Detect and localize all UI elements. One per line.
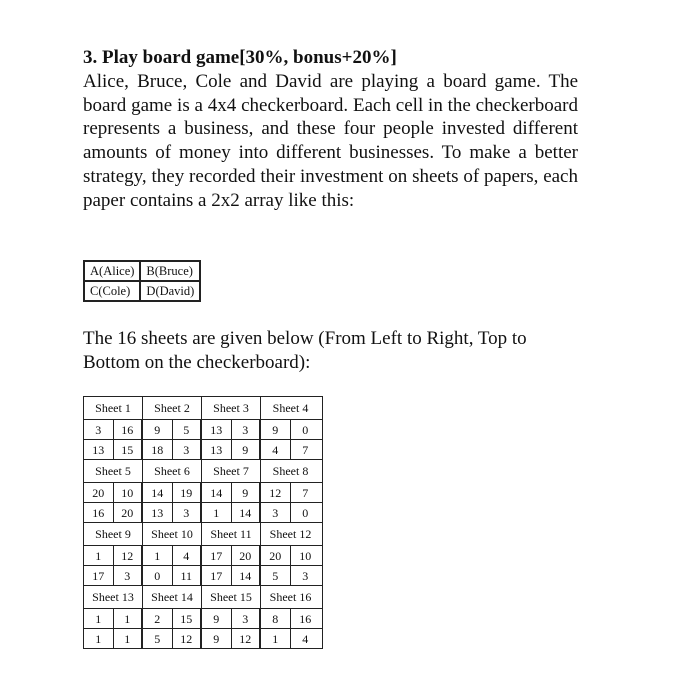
sheet-value-cell: 17 (202, 546, 232, 565)
sheet-value-cell: 9 (232, 440, 262, 459)
sheet-value-cell: 9 (202, 609, 232, 628)
sheets-intro: The 16 sheets are given below (From Left to Right, Top to Bottom on the checkerboard): (83, 328, 527, 373)
sheet-value-cell: 12 (173, 629, 203, 648)
sheet-value-cell: 9 (143, 420, 173, 439)
sheet-value-cell: 14 (232, 566, 262, 585)
sheet-value-cell: 3 (232, 609, 262, 628)
sheet-value-cell: 13 (143, 503, 173, 522)
sheet-value-cell: 5 (261, 566, 291, 585)
sheet-value-cell: 4 (261, 440, 291, 459)
example-sheet-table (83, 260, 201, 302)
sheet-value-cell: 1 (261, 629, 291, 648)
sheet-values-row (84, 483, 322, 503)
sheet-value-cell: 3 (302, 568, 309, 583)
sheet-header: Sheet 2 (143, 397, 202, 419)
sheet-values-row (84, 629, 322, 648)
sheet-header: Sheet 5 (84, 460, 143, 482)
sheet-value-cell: 13 (202, 440, 232, 459)
sheet-value-cell: 12 (232, 629, 262, 648)
sheet-header-row (84, 397, 322, 420)
sheet-value-cell: 17 (84, 566, 114, 585)
sheet-header-row (84, 586, 322, 609)
sheet-values-row (84, 546, 322, 566)
sheet-header: Sheet 15 (202, 586, 261, 608)
sheet-header: Sheet 14 (143, 586, 202, 608)
sheet-value-cell: 17 (202, 566, 232, 585)
sheet-value-cell: 7 (302, 442, 309, 457)
sheet-value-cell: 3 (173, 503, 203, 522)
sheet-value-cell: 20 (114, 503, 144, 522)
sheet-values-row (84, 440, 322, 460)
sheet-value-cell: 15 (173, 609, 203, 628)
sheet-value-cell: 4 (173, 546, 203, 565)
sheet-value-cell: 20 (232, 546, 262, 565)
sheet-value-cell: 9 (232, 483, 262, 502)
sheet-value-cell: 20 (261, 546, 291, 565)
sheet-value-cell: 15 (114, 440, 144, 459)
sheet-values-row (84, 609, 322, 629)
sheet-values-row (84, 420, 322, 440)
sheet-value-cell: 8 (261, 609, 291, 628)
example-cell-c: C(Cole) (84, 281, 140, 301)
sheet-value-cell: 14 (232, 503, 262, 522)
sheet-value-cell: 0 (143, 566, 173, 585)
sheet-value-cell: 18 (143, 440, 173, 459)
sheet-header-row (84, 460, 322, 483)
sheet-value-cell: 1 (114, 629, 144, 648)
sheet-value-cell: 20 (84, 483, 114, 502)
sheet-value-cell: 1 (143, 546, 173, 565)
sheet-value-cell: 16 (84, 503, 114, 522)
sheet-header: Sheet 8 (272, 464, 309, 478)
sheet-group (84, 523, 322, 586)
sheet-header: Sheet 7 (202, 460, 261, 482)
sheet-value-cell: 0 (302, 505, 309, 520)
sheet-value-cell: 16 (299, 611, 312, 626)
sheet-value-cell: 3 (261, 503, 291, 522)
example-cell-a: A(Alice) (84, 261, 140, 281)
sheet-value-cell: 3 (232, 420, 262, 439)
sheet-header: Sheet 12 (269, 527, 312, 541)
sheet-header: Sheet 6 (143, 460, 202, 482)
sheet-values-row (84, 566, 322, 586)
sheet-value-cell: 19 (173, 483, 203, 502)
sheet-value-cell: 5 (173, 420, 203, 439)
sheet-group (84, 586, 322, 648)
sheet-header: Sheet 10 (143, 523, 202, 545)
sheet-header: Sheet 16 (269, 590, 312, 604)
sheet-value-cell: 3 (173, 440, 203, 459)
sheet-value-cell: 12 (114, 546, 144, 565)
sheet-header: Sheet 13 (84, 586, 143, 608)
sheet-header: Sheet 11 (202, 523, 261, 545)
sheet-value-cell: 9 (202, 629, 232, 648)
sheet-group (84, 397, 322, 460)
sheet-value-cell: 13 (84, 440, 114, 459)
example-cell-b: B(Bruce) (140, 261, 200, 281)
sheet-value-cell: 9 (261, 420, 291, 439)
sheet-value-cell: 1 (84, 629, 114, 648)
question-title: 3. Play board game[30%, bonus+20%] (83, 47, 397, 68)
sheet-value-cell: 1 (114, 609, 144, 628)
sheet-value-cell: 7 (302, 485, 309, 500)
sheet-value-cell: 0 (302, 422, 309, 437)
sheet-value-cell: 1 (202, 503, 232, 522)
sheet-value-cell: 16 (114, 420, 144, 439)
sheet-group (84, 460, 322, 523)
sheet-value-cell: 3 (114, 566, 144, 585)
sheet-header: Sheet 4 (272, 401, 309, 415)
sheet-header: Sheet 3 (202, 397, 261, 419)
sheet-value-cell: 1 (84, 609, 114, 628)
sheet-value-cell: 10 (299, 548, 312, 563)
sheet-value-cell: 3 (84, 420, 114, 439)
sheet-value-cell: 5 (143, 629, 173, 648)
sheet-value-cell: 13 (202, 420, 232, 439)
sheet-value-cell: 14 (143, 483, 173, 502)
sheet-value-cell: 10 (114, 483, 144, 502)
sheet-header: Sheet 1 (84, 397, 143, 419)
sheet-value-cell: 1 (84, 546, 114, 565)
sheets-table (83, 396, 323, 649)
sheet-value-cell: 2 (143, 609, 173, 628)
sheet-values-row (84, 503, 322, 523)
sheet-value-cell: 14 (202, 483, 232, 502)
sheet-value-cell: 11 (173, 566, 203, 585)
sheet-value-cell: 4 (302, 631, 309, 646)
sheet-header-row (84, 523, 322, 546)
example-cell-d: D(David) (140, 281, 200, 301)
problem-description: Alice, Bruce, Cole and David are playing a board game. The board game is a 4x4 checkerboard. Each cell in the checkerboard represents a business, and these four people invested different amounts of money into different businesses. To make a better strategy, they recorded their investment on sheets of papers, each paper contains a 2x2 array like this: (83, 71, 578, 211)
sheet-value-cell: 12 (261, 483, 291, 502)
sheet-header: Sheet 9 (84, 523, 143, 545)
